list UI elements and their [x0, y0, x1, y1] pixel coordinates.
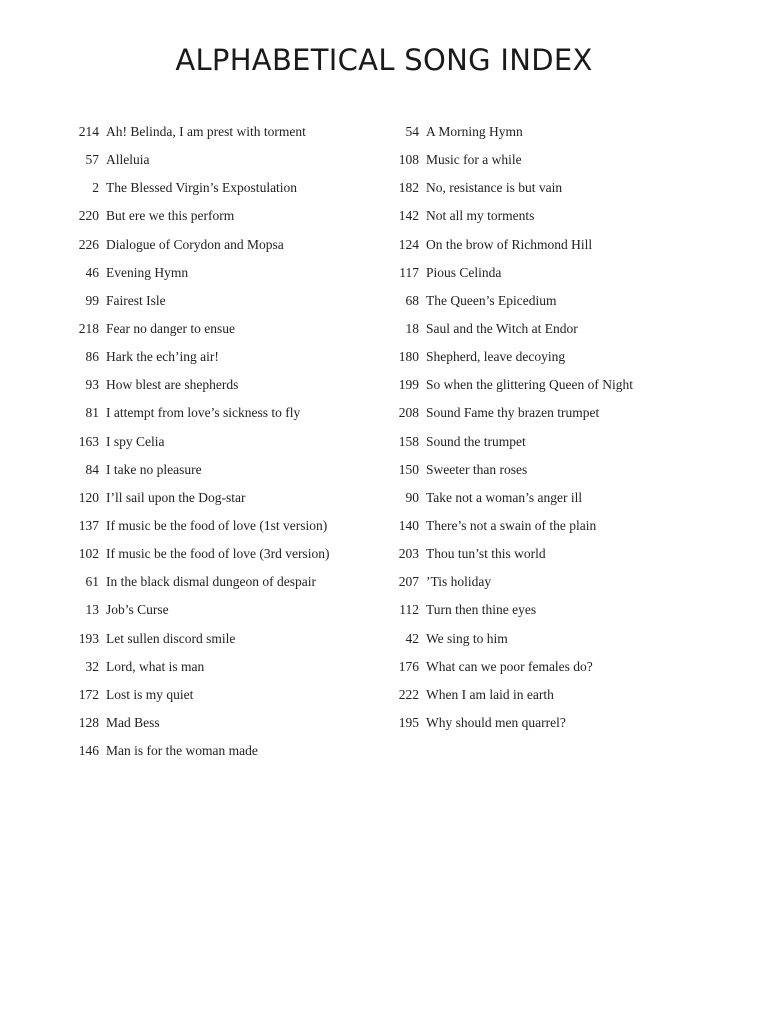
- page-number: 99: [85, 292, 99, 308]
- index-entry: [388, 625, 688, 653]
- song-title: Dialogue of Corydon and Mopsa: [106, 236, 284, 252]
- index-entry: [388, 315, 688, 343]
- index-entry: [68, 596, 398, 624]
- song-title: The Blessed Virgin’s Expostulation: [106, 180, 298, 196]
- index-entry: [388, 399, 688, 427]
- page-number: 220: [78, 208, 99, 224]
- index-entry: [388, 371, 688, 399]
- song-title: Thou tun’st this world: [426, 546, 546, 562]
- page-number: 117: [399, 264, 419, 280]
- index-entry: [388, 484, 688, 512]
- index-entry: [388, 709, 688, 737]
- index-entry: [388, 174, 688, 202]
- song-title: If music be the food of love (1st version): [106, 517, 328, 533]
- page-number: 68: [405, 292, 419, 308]
- page-number: 90: [405, 489, 419, 505]
- page-number: 54: [405, 124, 419, 139]
- song-title: Turn then thine eyes: [426, 602, 537, 618]
- index-entry: [388, 259, 688, 287]
- song-title: But ere we this perform: [106, 208, 235, 224]
- song-title: We sing to him: [426, 630, 508, 646]
- page-number: 142: [398, 208, 419, 224]
- page-number: 203: [398, 546, 419, 562]
- index-entry: [388, 231, 688, 259]
- page-number: 128: [78, 714, 99, 730]
- page-number: 199: [398, 377, 419, 393]
- page-number: 208: [398, 405, 419, 421]
- index-entry: [68, 399, 398, 427]
- song-title: In the black dismal dungeon of despair: [106, 574, 316, 590]
- page-number: 158: [398, 433, 419, 449]
- page-number: 226: [78, 236, 99, 252]
- song-title: Alleluia: [106, 152, 150, 168]
- index-entry: [68, 681, 398, 709]
- index-entry: [388, 428, 688, 456]
- index-entry: [388, 512, 688, 540]
- song-title: Fear no danger to ensue: [106, 320, 235, 336]
- page-number: 180: [398, 349, 419, 365]
- index-entry: [68, 287, 398, 315]
- song-title: Pious Celinda: [426, 264, 502, 280]
- index-entry: [68, 343, 398, 371]
- index-entry: [388, 568, 688, 596]
- index-column-right: [388, 118, 688, 737]
- page-number: 2: [92, 180, 99, 196]
- song-title: Hark the ech’ing air!: [106, 349, 219, 365]
- song-title: Take not a woman’s anger ill: [426, 489, 583, 505]
- page-number: 102: [78, 546, 99, 562]
- page-number: 193: [78, 630, 99, 646]
- song-title: I spy Celia: [106, 433, 165, 449]
- song-title: Not all my torments: [426, 208, 535, 224]
- index-entry: [68, 484, 398, 512]
- index-entry: [68, 428, 398, 456]
- song-title: The Queen’s Epicedium: [426, 292, 557, 308]
- index-entry: [68, 653, 398, 681]
- page-number: 18: [405, 320, 419, 336]
- song-title: Shepherd, leave decoying: [426, 349, 566, 365]
- song-title: What can we poor females do?: [426, 658, 593, 674]
- index-entry: [68, 146, 398, 174]
- song-title: Sound the trumpet: [426, 433, 526, 449]
- song-title: A Morning Hymn: [426, 124, 523, 139]
- page-number: 140: [398, 517, 419, 533]
- song-title: Lord, what is man: [106, 658, 205, 674]
- song-title: No, resistance is but vain: [426, 180, 563, 196]
- page-number: 218: [78, 320, 99, 336]
- index-entry: [388, 540, 688, 568]
- page-number: 182: [398, 180, 419, 196]
- page-number: 222: [398, 686, 419, 702]
- index-entry: [388, 118, 688, 146]
- song-title: I’ll sail upon the Dog-star: [106, 489, 246, 505]
- page-number: 86: [85, 349, 99, 365]
- index-entry: [388, 456, 688, 484]
- song-title: Mad Bess: [106, 714, 160, 730]
- page-number: 32: [85, 658, 99, 674]
- page-number: 81: [85, 405, 99, 421]
- song-title: Job’s Curse: [106, 602, 169, 618]
- page-number: 137: [78, 517, 99, 533]
- page-number: 195: [398, 714, 419, 730]
- index-entry: [68, 231, 398, 259]
- song-title: Ah! Belinda, I am prest with torment: [106, 124, 306, 139]
- index-entry: [388, 653, 688, 681]
- page-number: 42: [405, 630, 419, 646]
- index-entry: [68, 625, 398, 653]
- page-number: 207: [398, 574, 419, 590]
- page-title: ALPHABETICAL SONG INDEX: [175, 43, 593, 77]
- song-title: How blest are shepherds: [106, 377, 239, 393]
- song-title: Man is for the woman made: [106, 743, 258, 759]
- page-number: 93: [85, 377, 99, 393]
- page-number: 172: [78, 686, 99, 702]
- song-title: I take no pleasure: [106, 461, 202, 477]
- page-number: 108: [398, 152, 419, 168]
- page-number: 124: [398, 236, 419, 252]
- page-number: 214: [78, 124, 99, 139]
- page-number: 176: [398, 658, 419, 674]
- index-column-left: [68, 118, 398, 765]
- page-number: 61: [85, 574, 99, 590]
- song-title: Sound Fame thy brazen trumpet: [426, 405, 600, 421]
- song-title: Evening Hymn: [106, 264, 189, 280]
- page-number: 163: [78, 433, 99, 449]
- song-title: If music be the food of love (3rd version): [106, 546, 330, 562]
- page-number: 120: [78, 489, 99, 505]
- song-title: Lost is my quiet: [106, 686, 194, 702]
- song-title: Let sullen discord smile: [106, 630, 236, 646]
- index-entry: [68, 709, 398, 737]
- index-entry: [388, 202, 688, 230]
- index-entry: [68, 202, 398, 230]
- song-title: On the brow of Richmond Hill: [426, 236, 593, 252]
- index-entry: [388, 596, 688, 624]
- page-number: 13: [85, 602, 99, 618]
- index-entry: [68, 315, 398, 343]
- index-entry: [68, 259, 398, 287]
- index-entry: [68, 371, 398, 399]
- song-title: Sweeter than roses: [426, 461, 528, 477]
- song-title: When I am laid in earth: [426, 686, 554, 702]
- index-entry: [388, 681, 688, 709]
- song-title: Fairest Isle: [106, 292, 166, 308]
- index-entry: [388, 146, 688, 174]
- song-title: I attempt from love’s sickness to fly: [106, 405, 301, 421]
- page-number: 112: [399, 602, 419, 618]
- index-entry: [68, 540, 398, 568]
- song-title: Why should men quarrel?: [426, 714, 566, 730]
- index-entry: [68, 568, 398, 596]
- page-number: 46: [85, 264, 99, 280]
- index-entry: [388, 343, 688, 371]
- index-entry: [68, 737, 398, 765]
- index-entry: [388, 287, 688, 315]
- song-title: Music for a while: [426, 152, 522, 168]
- song-title: So when the glittering Queen of Night: [426, 377, 633, 393]
- page-number: 150: [398, 461, 419, 477]
- index-entry: [68, 118, 398, 146]
- index-entry: [68, 456, 398, 484]
- page-number: 146: [78, 743, 99, 759]
- page-number: 84: [85, 461, 99, 477]
- page-number: 57: [85, 152, 99, 168]
- song-title: There’s not a swain of the plain: [426, 517, 597, 533]
- song-title: ’Tis holiday: [426, 574, 492, 590]
- index-entry: [68, 174, 398, 202]
- song-title: Saul and the Witch at Endor: [426, 320, 578, 336]
- index-entry: [68, 512, 398, 540]
